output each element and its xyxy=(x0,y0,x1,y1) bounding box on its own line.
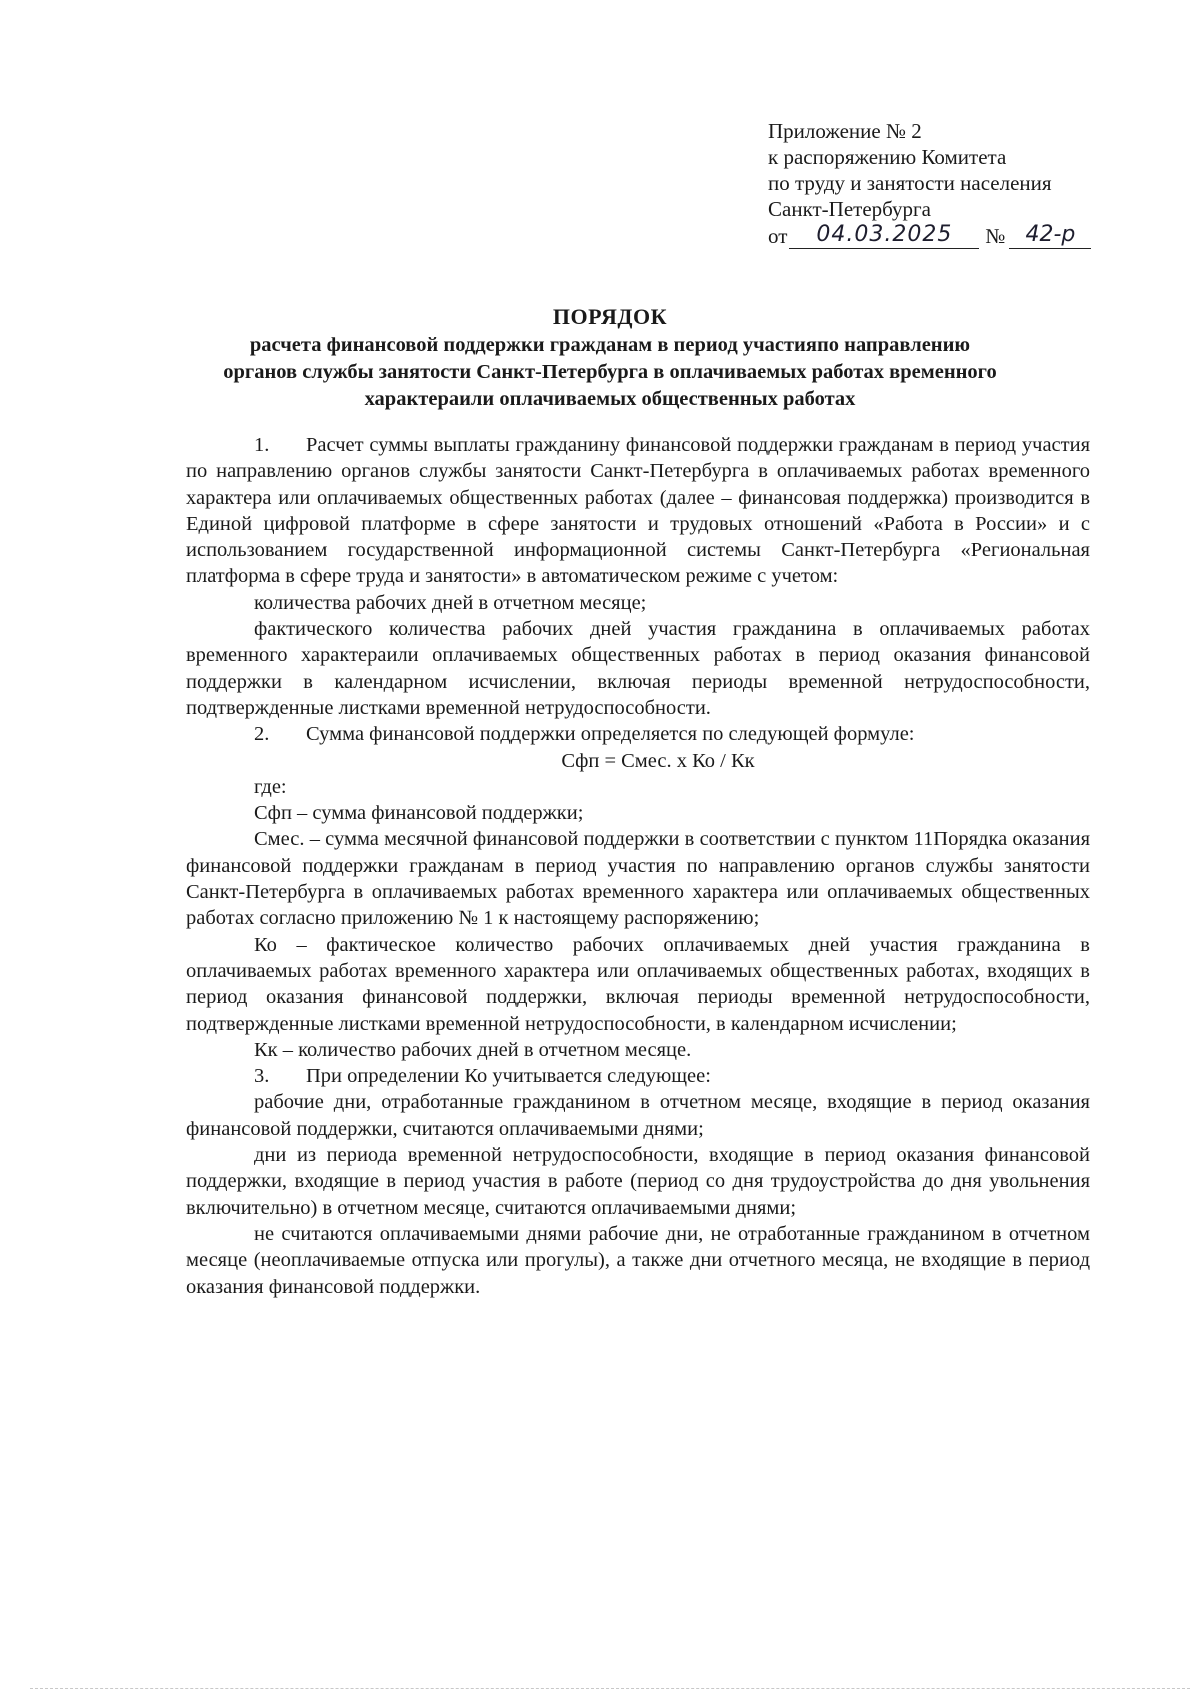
paragraph-3 xyxy=(186,1063,1090,1089)
paragraph-1-number: 1. xyxy=(254,434,270,456)
paragraph-3b: дни из периода временной нетрудоспособности, входящие в период оказания финансовой поддержки, входящие в период участия в работе (период со дня трудоустройства до дня увольнения включительно) в отчетном месяце, считаются оплачиваемыми днями; xyxy=(186,1144,1090,1219)
appendix-date-number-line xyxy=(768,222,1168,249)
document-subtitle-line-2: органов службы занятости Санкт-Петербурга в оплачиваемых работах временного xyxy=(223,361,997,383)
paragraph-3a: рабочие дни, отработанные гражданином в отчетном месяце, входящие в период оказания финансовой поддержки, считаются оплачиваемыми днями; xyxy=(186,1091,1090,1140)
appendix-title: Приложение № 2 xyxy=(768,119,922,143)
paragraph-2 xyxy=(186,721,1090,747)
paragraph-3-text: При определении Ко учитывается следующее: xyxy=(306,1065,711,1088)
number-label: № xyxy=(985,224,1006,248)
paragraph-1b: фактического количества рабочих дней участия гражданина в оплачиваемых работах временного характераили оплачиваемых общественных работах в период оказания финансовой поддержки в календарном исчислении, включая периоды временной нетрудоспособности, подтвержденные листками временной нетрудоспособности. xyxy=(186,618,1090,719)
paragraph-1-text: Расчет суммы выплаты гражданину финансовой поддержки гражданам в период участия по направлению органов службы занятости Санкт-Петербурга в оплачиваемых работах временного характера или оплачиваемых общественных работах (далее – финансовая поддержка) производится в Единой цифровой платформе в сфере занятости и трудовых отношений «Работа в России» и с использованием государственной информационной системы Санкт-Петербурга «Региональная платформа в сфере труда и занятости» в автоматическом режиме с учетом: xyxy=(186,434,1090,588)
handwritten-date: 04.03.2025 xyxy=(789,222,979,249)
document-title-block xyxy=(170,302,1050,413)
formula: Сфп = Смес. х Ко / Кк xyxy=(561,749,755,772)
where-label: где: xyxy=(254,775,287,798)
document-title: ПОРЯДОК xyxy=(552,304,668,329)
scan-edge-divider xyxy=(30,1688,1190,1690)
paragraph-3c: не считаются оплачиваемыми днями рабочие дни, не отработанные гражданином в отчетном месяце (неоплачиваемые отпуска или прогулы), а также дни отчетного месяца, не входящие в период оказания финансовой поддержки. xyxy=(186,1222,1090,1298)
definition-smes: Смес. – сумма месячной финансовой поддержки в соответствии с пунктом 11Порядка оказания финансовой поддержки гражданам в период участия по направлению органов службы занятости Санкт-Петербурга в оплачиваемых работах временного характера или оплачиваемых общественных работах согласно приложению № 1 к настоящему распоряжению; xyxy=(186,828,1090,930)
paragraph-3-number: 3. xyxy=(254,1065,270,1088)
from-label: от xyxy=(768,224,788,248)
paragraph-2-number: 2. xyxy=(254,723,270,746)
definition-ko: Ко – фактическое количество рабочих оплачиваемых дней участия гражданина в оплачиваемых работах временного характера или оплачиваемых общественных работах, входящих в период оказания финансовой поддержки, включая периоды временной нетрудоспособности, подтвержденные листками временной нетрудоспособности, в календарном исчислении; xyxy=(186,933,1090,1035)
paragraph-1 xyxy=(186,432,1090,590)
definition-sfp: Сфп – сумма финансовой поддержки; xyxy=(254,802,584,825)
paragraph-1a: количества рабочих дней в отчетном месяце; xyxy=(254,591,647,614)
appendix-city: Санкт-Петербурга xyxy=(768,197,931,221)
appendix-committee: по труду и занятости населения xyxy=(768,171,1052,195)
paragraph-2-text: Сумма финансовой поддержки определяется по следующей формуле: xyxy=(306,723,915,746)
document-subtitle-line-3: характераили оплачиваемых общественных работах xyxy=(364,388,856,410)
document-body xyxy=(186,432,1090,1300)
document-subtitle-line-1: расчета финансовой поддержки гражданам в период участияпо направлению xyxy=(249,334,971,356)
definition-kk: Кк – количество рабочих дней в отчетном месяце. xyxy=(254,1038,692,1061)
appendix-reference: к распоряжению Комитета xyxy=(768,145,1007,169)
handwritten-number: 42-р xyxy=(1009,222,1091,249)
appendix-header xyxy=(768,118,1168,249)
